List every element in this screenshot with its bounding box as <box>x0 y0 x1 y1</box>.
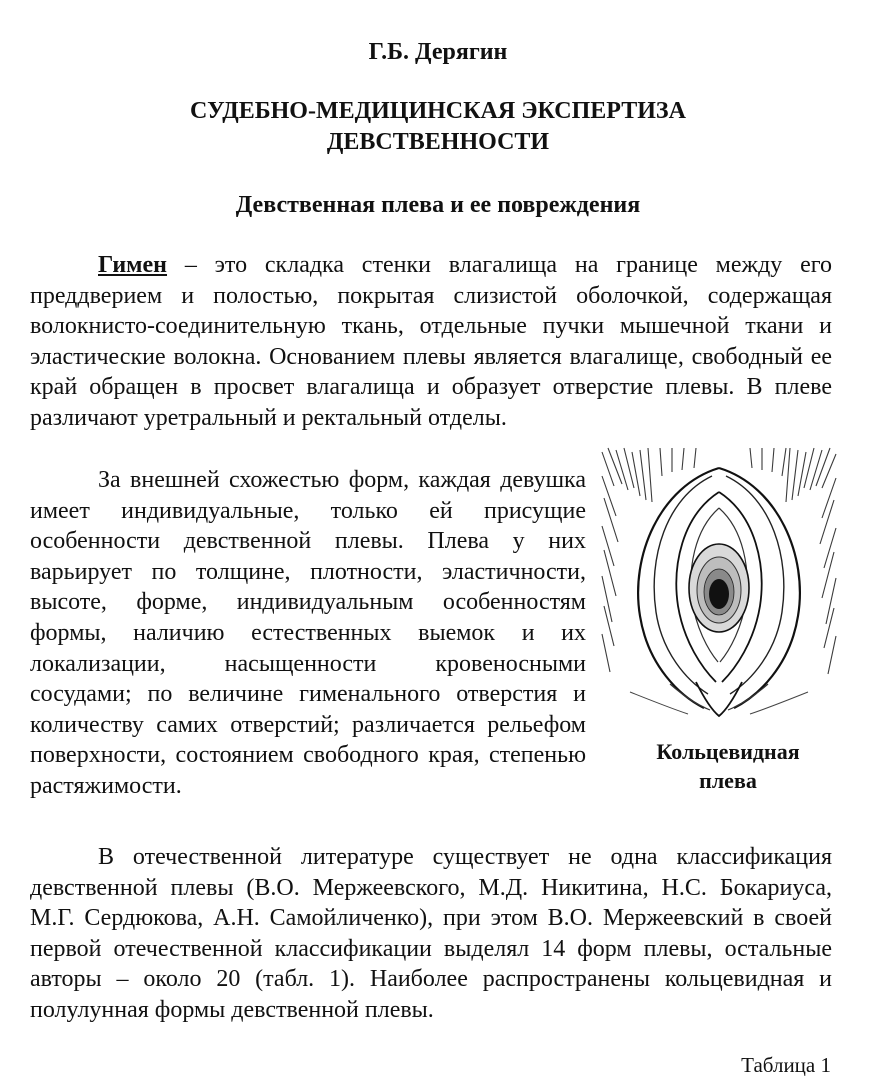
title-line-1: СУДЕБНО-МЕДИЦИНСКАЯ ЭКСПЕРТИЗА <box>190 98 686 124</box>
paragraph-2 <box>30 465 586 802</box>
paragraph-1 <box>30 250 832 434</box>
anatomical-sketch-icon <box>600 446 838 724</box>
paragraph-2-text: За внешней схожестью форм, каждая девушка имеет индивидуальные, только ей присущие особенности девственной плевы. Плева у них варьирует по толщине, плотности, эластичности, высоте, форме, индивидуальным особенностям формы, наличию естественных выемок и их локализации, насыщенности кровеносными сосудами; по величине гименального отверстия и количеству самих отверстий; различается рельефом поверхности, состоянием свободного края, степенью растяжимости. <box>30 467 586 799</box>
paragraph-3-text: В отечественной литературе существует не одна классификация девственной плевы (В.О. Мержеевского, М.Д. Никитина, Н.С. Бокариуса, М.Г. Сердюкова, А.Н. Самойличенко), при этом В.О. Мержеевский в своей первой отечественной классификации выделял 14 форм плевы, остальные авторы – около 20 (табл. 1). Наиболее распространены кольцевидная и полулунная формы девственной плевы. <box>30 844 832 1023</box>
term-gimen: Гимен <box>98 252 168 278</box>
paragraph-1-text: – это складка стенки влагалища на границе между его преддверием и полостью, покрытая слизистой оболочкой, содержащая волокнисто-соединительную ткань, отдельные пучки мышечной ткани и эластические волокна. Основанием плевы является влагалище, свободный ее край обращен в просвет влагалища и образует отверстие плевы. В плеве различают уретральный и ректальный отделы. <box>30 252 832 431</box>
table-reference: Таблица 1 <box>741 1053 831 1077</box>
author: Г.Б. Дерягин <box>368 39 508 65</box>
figure-caption <box>606 737 850 795</box>
paragraph-3 <box>30 842 832 1026</box>
caption-line-2: плева <box>699 768 757 793</box>
caption-line-1: Кольцевидная <box>656 739 800 764</box>
page-title <box>0 96 876 158</box>
title-line-2: ДЕВСТВЕННОСТИ <box>326 129 550 155</box>
section-title: Девственная плева и ее повреждения <box>235 192 641 218</box>
